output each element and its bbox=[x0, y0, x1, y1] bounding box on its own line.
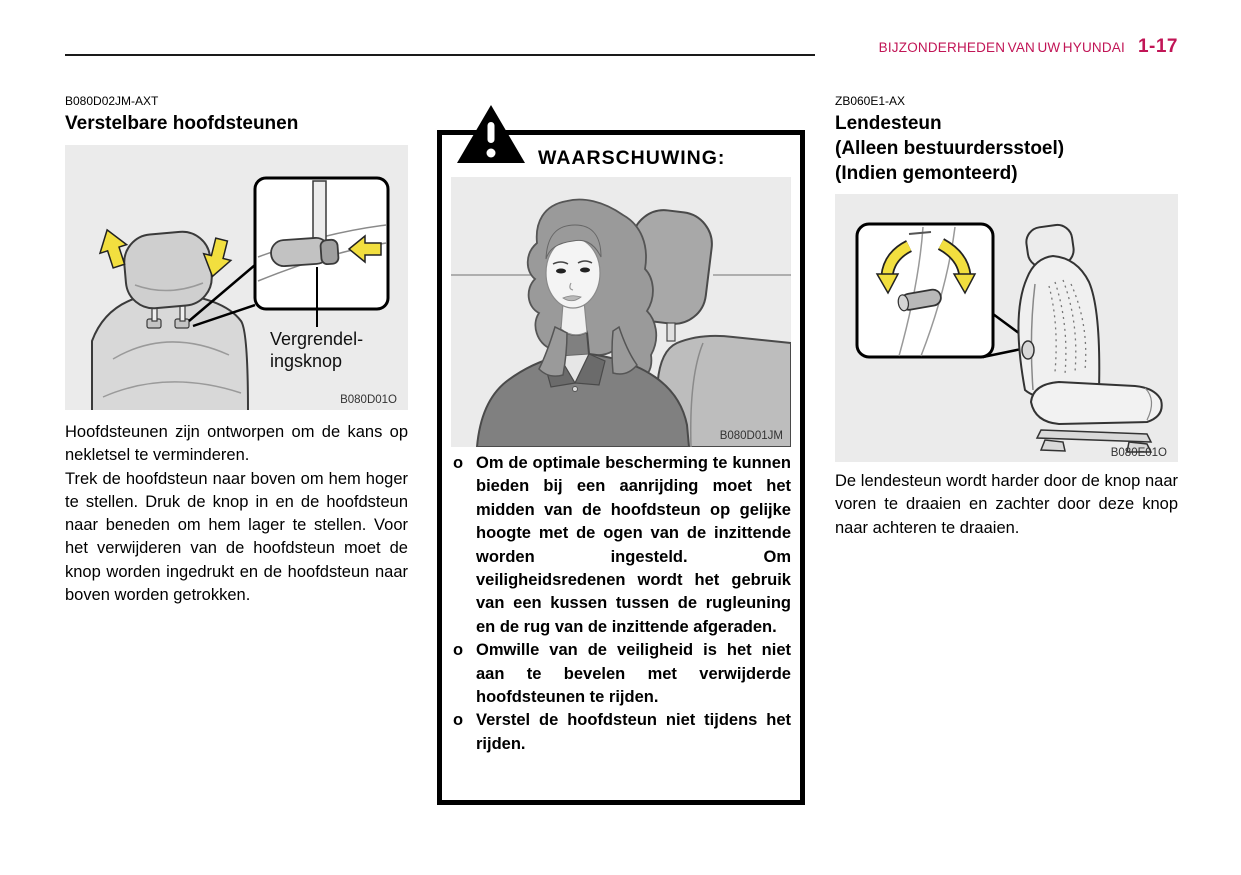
seat-side-drawing bbox=[1018, 223, 1161, 452]
headrest-adjust-figure bbox=[65, 145, 408, 410]
callout-label-line1: Vergrendel- bbox=[270, 329, 364, 349]
heading-line: (Alleen bestuurdersstoel) bbox=[835, 138, 1065, 159]
lock-knob-button bbox=[320, 239, 339, 264]
header-rule bbox=[65, 54, 815, 56]
bullet-marker: o bbox=[453, 641, 464, 660]
seatback-drawing bbox=[92, 293, 248, 410]
lumbar-knob-inset bbox=[857, 224, 993, 357]
bullet-text: Om de optimale bescherming te kunnen bieden bij een aanrijding moet het midden van de hoofdsteun op gelijke hoogte met de ogen van de inzittende worden ingesteld. Om veiligheidsredenen wordt het gebruik van een kussen tussen de rugleuning en de rug van de inzittende afgeraden. bbox=[476, 454, 791, 636]
paragraph: De lendesteun wordt harder door de knop naar voren te draaien en zachter door deze knop naar achteren te draaien. bbox=[835, 472, 1178, 537]
section-heading bbox=[835, 111, 1178, 186]
warning-box bbox=[437, 130, 805, 805]
section-body bbox=[65, 421, 408, 607]
bullet-marker: o bbox=[453, 454, 464, 472]
section-lumbar-support bbox=[835, 94, 1178, 540]
eye-level-drawing bbox=[451, 177, 791, 447]
page-header bbox=[879, 36, 1178, 58]
headrest-drawing bbox=[122, 229, 214, 310]
page-number: 1-17 bbox=[1137, 36, 1178, 57]
lumbar-support-figure bbox=[835, 194, 1178, 462]
heading-line: Lendesteun bbox=[835, 113, 942, 134]
bullet-text: Verstel de hoofdsteun niet tijdens het rijden. bbox=[476, 711, 791, 753]
recline-knob bbox=[1022, 341, 1034, 359]
list-item bbox=[453, 639, 791, 709]
section-heading: Verstelbare hoofdsteunen bbox=[65, 113, 299, 134]
paragraph: Trek de hoofdsteun naar boven om hem hoger te stellen. Druk de knop in en de hoofdsteun naar beneden om hem lager te stellen. Voor het verwijderen van de hoofdsteun moet de knop worden ingedrukt en de hoofdsteun naar boven worden getrokken. bbox=[65, 469, 408, 605]
section-body bbox=[835, 470, 1178, 540]
section-ref-code: B080D02JM-AXT bbox=[65, 94, 159, 108]
warning-list bbox=[453, 452, 791, 756]
eye-level-figure bbox=[451, 177, 791, 447]
list-item bbox=[453, 452, 791, 639]
bullet-marker: o bbox=[453, 711, 464, 730]
bullet-text: Omwille van de veiligheid is het niet aan te bevelen met verwijderde hoofdsteunen te rijden. bbox=[476, 641, 791, 707]
figure-code: B080D01O bbox=[340, 394, 397, 406]
section-adjustable-headrests bbox=[65, 94, 408, 607]
chapter-title: BIJZONDERHEDEN VAN UW HYUNDAI bbox=[878, 40, 1125, 55]
heading-line: (Indien gemonteerd) bbox=[835, 163, 1018, 184]
paragraph: Hoofdsteunen zijn ontworpen om de kans op nekletsel te verminderen. bbox=[65, 423, 408, 465]
callout-label-line2: ingsknop bbox=[270, 351, 343, 371]
section-ref-code: ZB060E1-AX bbox=[835, 94, 906, 108]
headrest-adjust-drawing bbox=[65, 145, 408, 410]
list-item bbox=[453, 709, 791, 756]
warning-triangle-icon bbox=[454, 102, 528, 166]
lumbar-support-drawing bbox=[835, 194, 1178, 462]
warning-title: WAARSCHUWING: bbox=[538, 147, 726, 169]
figure-code: B080E01O bbox=[1110, 447, 1167, 459]
lock-knob-inset bbox=[255, 178, 388, 309]
figure-code: B080D01JM bbox=[719, 430, 783, 442]
